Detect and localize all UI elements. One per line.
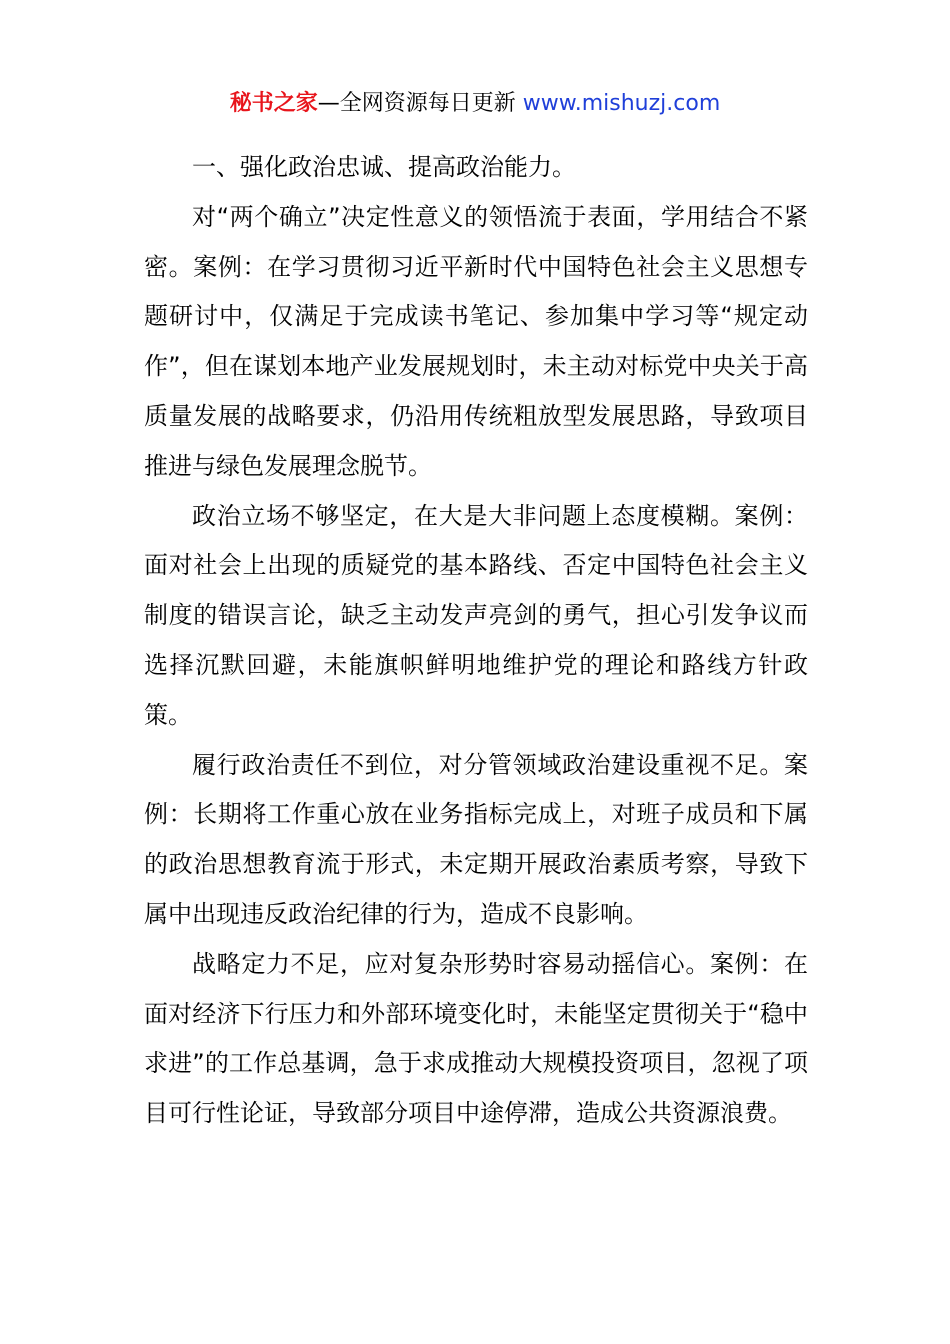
brand-name: 秘书之家 bbox=[229, 91, 318, 116]
paragraph: 履行政治责任不到位，对分管领域政治建设重视不足。案例：长期将工作重心放在业务指标完成上，对班子成员和下属的政治思想教育流于形式，未定期开展政治素质考察，导致下属中出现违反政治纪律的行为，造成不良影响。 bbox=[144, 750, 808, 928]
site-header bbox=[0, 88, 950, 120]
site-url-link[interactable]: www.mishuzj.com bbox=[522, 91, 721, 116]
paragraph: 政治立场不够坚定，在大是大非问题上态度模糊。案例：面对社会上出现的质疑党的基本路线、否定中国特色社会主义制度的错误言论，缺乏主动发声亮剑的勇气，担心引发争议而选择沉默回避，未能旗帜鲜明地维护党的理论和路线方针政策。 bbox=[144, 501, 808, 729]
header-tagline: —全网资源每日更新 bbox=[317, 91, 523, 116]
paragraph: 战略定力不足，应对复杂形势时容易动摇信心。案例：在面对经济下行压力和外部环境变化时，未能坚定贯彻关于“稳中求进”的工作总基调，急于求成推动大规模投资项目，忽视了项目可行性论证，导致部分项目中途停滞，造成公共资源浪费。 bbox=[144, 949, 808, 1128]
document-body bbox=[144, 143, 808, 1139]
paragraph: 对“两个确立”决定性意义的领悟流于表面，学用结合不紧密。案例：在学习贯彻习近平新时代中国特色社会主义思想专题研讨中，仅满足于完成读书笔记、参加集中学习等“规定动作”，但在谋划本地产业发展规划时，未主动对标党中央关于高质量发展的战略要求，仍沿用传统粗放型发展思路，导致项目推进与绿色发展理念脱节。 bbox=[144, 202, 808, 480]
section-heading: 一、强化政治忠诚、提高政治能力。 bbox=[192, 153, 576, 181]
